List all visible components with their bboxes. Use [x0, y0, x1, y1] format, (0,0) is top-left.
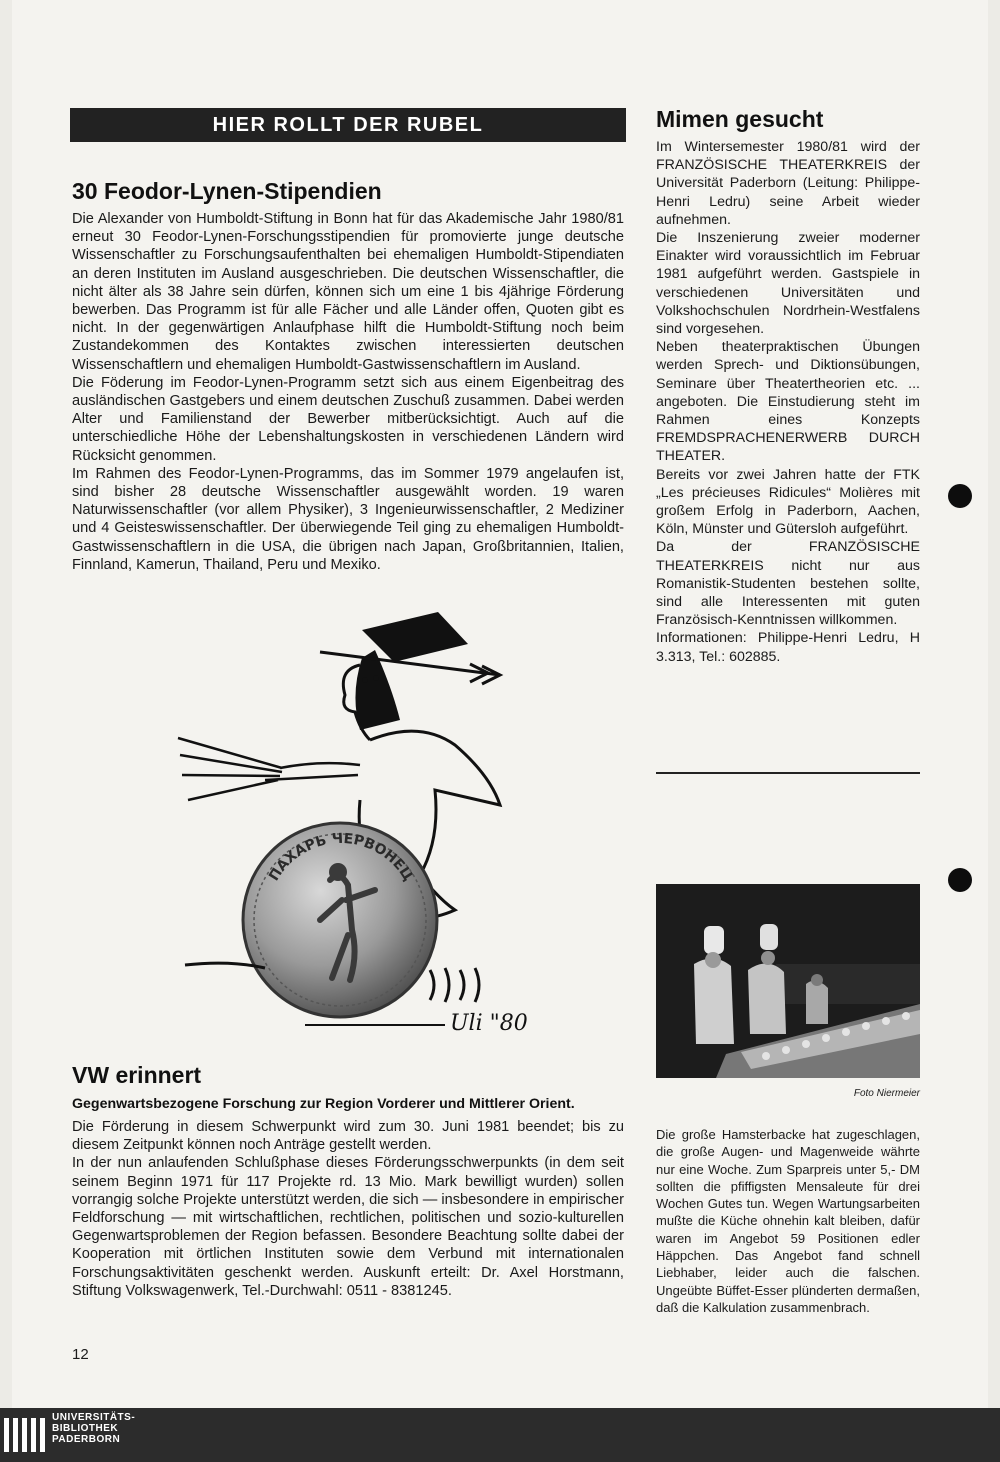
library-name [52, 1412, 135, 1445]
paragraph: In der nun anlaufenden Schlußphase dieses Förderungsschwerpunkts (in dem seit seinem Beginn 1971 für 117 Projekte rd. 13 Mio. Mark bewilligt wurden) sollen vorrangig solche Projekte unterstützt werden, die sich — insbesondere in empirischer Feldforschung — mit wirtschaftlichen, rechtlichen, politischen und sozio-kulturellen Gegenwartsproblemen der Region befassen. Besondere Beachtung sollte dabei der Kooperation mit örtlichen Instituten sowie dem Verbund mit internationalen Forschungsaktivitäten geschenkt werden. Auskunft erteilt: Dr. Axel Horstmann, Stiftung Volkswagenwerk, Tel.-Durchwahl: 0511 - 8381245. [72, 1155, 624, 1299]
photo-caption [656, 1126, 920, 1316]
article-title-stipendien: 30 Feodor-Lynen-Stipendien [72, 178, 382, 204]
paragraph: Die Förderung in diesem Schwerpunkt wird zum 30. Juni 1981 beendet; bis zu diesem Zeitpunkt können noch Anträge gestellt werden. [72, 1119, 624, 1154]
article-body-vw [72, 1118, 624, 1300]
chervonets-coin [243, 823, 437, 1017]
paragraph: Die Inszenierung zweier moderner Einakter wird voraussichtlich im Februar 1981 aufgeführt werden. Gastspiele in verschiedenen Universitäten und Volkshochschulen Nordrhein-Westfalens sind vorgesehen. [656, 230, 920, 338]
caption-text: Die große Hamsterbacke hat zugeschlagen, die große Augen- und Magenweide währte nur eine Woche. Zum Sparpreis unter 5,- DM sollten die pfiffigsten Mensaleute für drei Wochen Gutes tun. Wegen Wartungsarbeiten mußte die Küche ohnehin kalt bleiben, dafür waren im Angebot 59 Positionen edler Häppchen. Das Angebot fand schnell Liebhaber, leider auch die falschen. Ungeübte Büffet-Esser plünderten dermaßen, daß die Kalkulation zusammenbrach. [656, 1127, 920, 1315]
library-name-line: UNIVERSITÄTS- [52, 1412, 136, 1423]
library-footer [0, 1408, 1000, 1462]
library-logo-icon [4, 1418, 46, 1454]
paragraph: Die Föderung im Feodor-Lynen-Programm setzt sich aus einem Eigenbeitrag des ausländischen Gastgebers und einem deutschen Zuschuß zusammen. Dabei werden Alter und Familienstand der Bewerber mitberücksichtigt. Auch auf die unterschiedliche Höhe der Lebenshaltungskosten in verschiedenen Ländern wird Rücksicht genommen. [72, 374, 624, 464]
rouble-cartoon-illustration [170, 600, 530, 1040]
column-divider-rule [656, 772, 920, 774]
article-title-mimen: Mimen gesucht [656, 106, 824, 132]
paragraph: Neben theaterpraktischen Übungen werden Sprech- und Diktionsübungen, Seminare über Theatertheorien etc. ... angeboten. Die Einstudierung steht im Rahmen eines Konzepts FREMDSPRACHENERWERB DURCH THEATER. [656, 339, 920, 465]
buffet-photo [656, 884, 920, 1078]
paragraph: Da der FRANZÖSISCHE THEATERKREIS nicht nur aus Romanistik-Studenten bestehen sollte, sind alle Interessenten mit guten Französisch-Kenntnissen willkommen. [656, 539, 920, 629]
library-name-line: PADERBORN [52, 1434, 121, 1445]
paragraph: Im Wintersemester 1980/81 wird der FRANZÖSISCHE THEATERKREIS der Universität Paderborn (Leitung: Philippe-Henri Ledru) seine Arbeit wieder aufnehmen. [656, 139, 920, 228]
mortarboard-hat [362, 612, 468, 662]
paragraph: Die Alexander von Humboldt-Stiftung in Bonn hat für das Akademische Jahr 1980/81 erneut 30 Feodor-Lynen-Forschungsstipendien für promovierte junge deutsche Wissenschaftler zu Forschungsaufenthalten bei ehemaligen Humboldt-Stipendiaten an deren Instituten im Ausland ausgeschrieben. Die deutschen Wissenschaftler, die nicht älter als 38 Jahre sein dürfen, können sich um eine 1 bis 4jährige Förderung bewerben. Das Programm ist für alle Fächer und alle Länder offen, Quoten gibt es nicht. In der gegenwärtigen Anlaufphase hilft die Humboldt-Stiftung noch beim Zustandekommen des Kontaktes zwischen interessierten deutschen Wissenschaftlern und ehemaligen Humboldt-Gastwissenschaftlern im Ausland. [72, 211, 624, 373]
binder-hole [948, 868, 972, 892]
article-body-stipendien [72, 210, 624, 574]
article-subtitle-vw: Gegenwartsbezogene Forschung zur Region Vorderer und Mittlerer Orient. [72, 1096, 575, 1112]
article-body-mimen [656, 138, 920, 666]
buffet-photo-illustration [656, 884, 920, 1078]
article-title-vw: VW erinnert [72, 1062, 202, 1088]
page-number: 12 [72, 1346, 89, 1363]
paragraph: Im Rahmen des Feodor-Lynen-Programms, das im Sommer 1979 angelaufen ist, sind bisher 28 deutsche Wissenschaftler ausgewählt worden. 19 waren Naturwissenschaftler (vor allem Physiker), 3 Ingenieurwissenschaftler, 2 Mediziner und 4 Geisteswissenschaftler. Der überwiegende Teil ging zu ehemaligen Humboldt-Gastwissenschaftlern in die USA, die übrigen nach Japan, Großbritannien, Italien, Finnland, Kamerun, Thailand, Peru und Mexiko. [72, 465, 624, 573]
binder-hole [948, 484, 972, 508]
cartoon-signature: Uli "80 [450, 1011, 528, 1036]
paragraph: Informationen: Philippe-Henri Ledru, H 3.313, Tel.: 602885. [656, 630, 920, 665]
library-name-line: BIBLIOTHEK [52, 1423, 119, 1434]
photo-credit: Foto Niermeier [853, 1088, 920, 1099]
section-banner: HIER ROLLT DER RUBEL [70, 108, 626, 142]
paragraph: Bereits vor zwei Jahren hatte der FTK „Les précieuses Ridicules“ Molières mit großem Erfolg in Paderborn, Aachen, Köln, Münster und Gütersloh aufgeführt. [656, 466, 920, 538]
coin-inscription: ПАХАРЬ ЧЕРВОНЕЦ [266, 830, 416, 884]
